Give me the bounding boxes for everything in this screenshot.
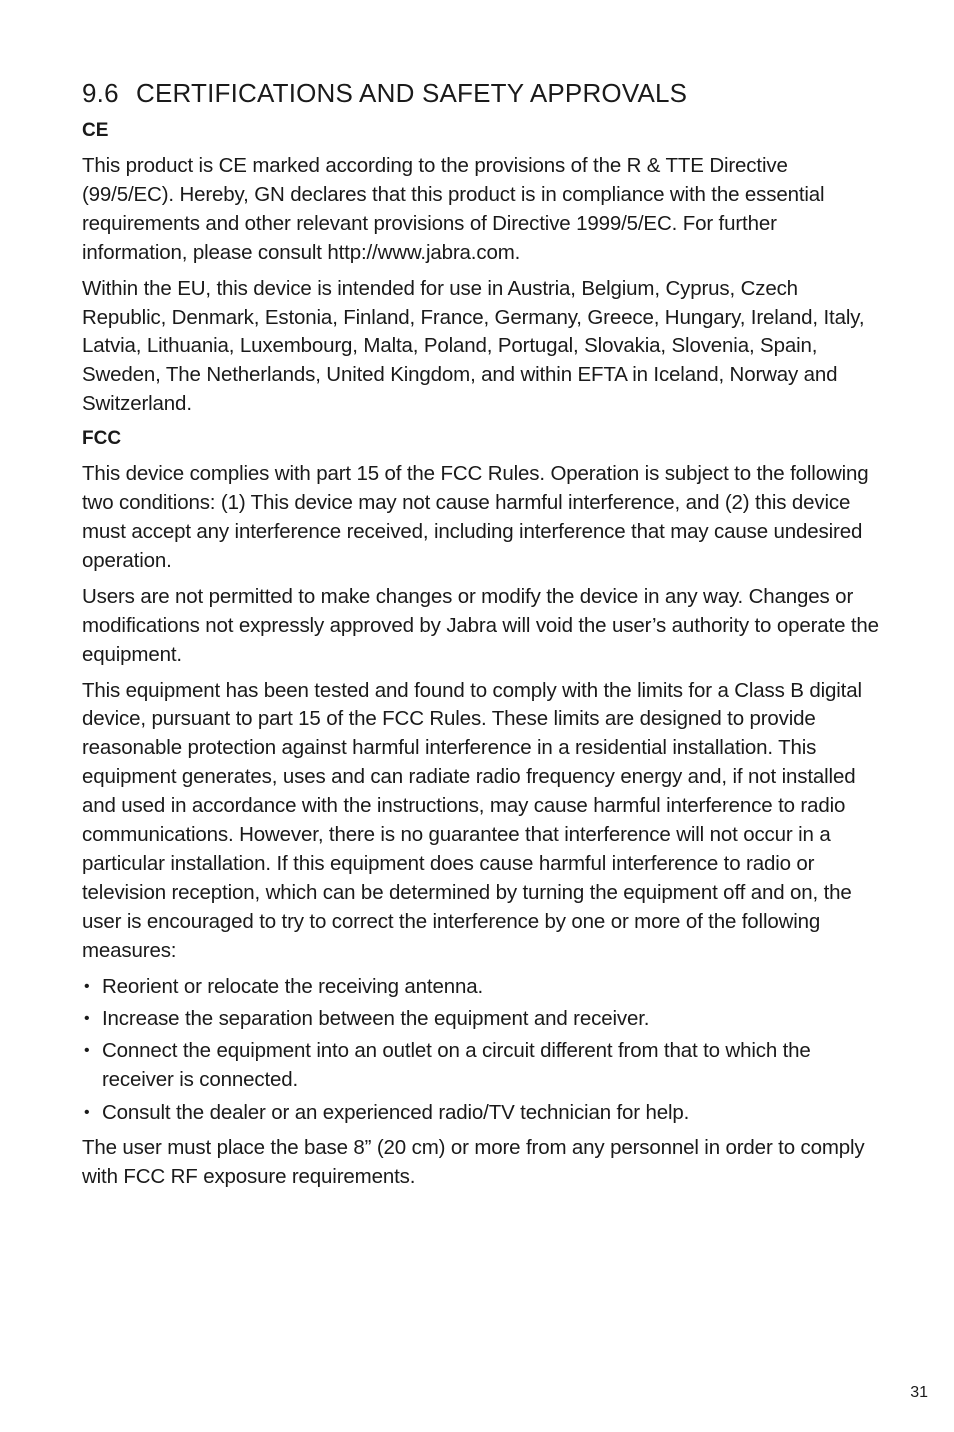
fcc-paragraph-1: This device complies with part 15 of the FCC Rules. Operation is subject to the following two conditions: (1) This device may not cause harmful interference, and (2) this device must accept any interference received, including interference that may cause undesired operation. — [82, 462, 869, 572]
ce-subheading: CE — [82, 120, 109, 141]
list-item: • Consult the dealer or an experienced radio/TV technician for help. — [82, 1099, 882, 1128]
list-item: • Increase the separation between the equipment and receiver. — [82, 1005, 882, 1034]
ce-paragraph-1: This product is CE marked according to the provisions of the R & TTE Directive (99/5/EC). Hereby, GN declares that this product is in compliance with the essential requirements and other relevant provisions of Directive 1999/5/EC. For further information, please consult http://www.jabra.com. — [82, 154, 825, 264]
bullet-icon: • — [84, 1042, 90, 1060]
bullet-icon: • — [84, 1009, 90, 1027]
fcc-paragraph-3: This equipment has been tested and found to comply with the limits for a Class B digital device, pursuant to part 15 of the FCC Rules. These limits are designed to provide reasonable protection against harmful interference in a residential installation. This equipment generates, uses and can radiate radio frequency energy and, if not installed and used in accordance with the instructions, may cause harmful interference to radio communications. However, there is no guarantee that interference will not occur in a particular installation. If this equipment does cause harmful interference to radio or television reception, which can be determined by turning the equipment off and on, the user is encouraged to try to correct the interference by one or more of the following measures: — [82, 678, 862, 962]
fcc-paragraph-2: Users are not permitted to make changes or modify the device in any way. Changes or modifications not expressly approved by Jabra will void the user’s authority to operate the equipment. — [82, 584, 879, 666]
fcc-subheading: FCC — [82, 428, 122, 450]
list-item: • Connect the equipment into an outlet on a circuit different from that to which the receiver is connected. — [84, 1039, 811, 1092]
bullet-icon: • — [84, 977, 90, 995]
measures-list — [82, 973, 882, 1128]
section-number: 9.6 — [82, 78, 119, 108]
document-page — [82, 76, 882, 1198]
fcc-closing-paragraph: The user must place the base 8” (20 cm) or more from any personnel in order to comply with FCC RF exposure requirements. — [82, 1135, 865, 1188]
bullet-icon: • — [84, 1103, 90, 1121]
section-heading — [82, 76, 882, 110]
list-item: • Reorient or relocate the receiving antenna. — [82, 973, 882, 1002]
page-number: 31 — [910, 1384, 928, 1401]
section-title: CERTIFICATIONS AND SAFETY APPROVALS — [136, 78, 688, 108]
ce-paragraph-2: Within the EU, this device is intended for use in Austria, Belgium, Cyprus, Czech Republic, Denmark, Estonia, Finland, France, Germany, Greece, Hungary, Ireland, Italy, Latvia, Lithuania, Luxembourg, Malta, Poland, Portugal, Slovakia, Slovenia, Spain, Sweden, The Netherlands, United Kingdom, and within EFTA in Iceland, Norway and Switzerland. — [82, 276, 865, 416]
